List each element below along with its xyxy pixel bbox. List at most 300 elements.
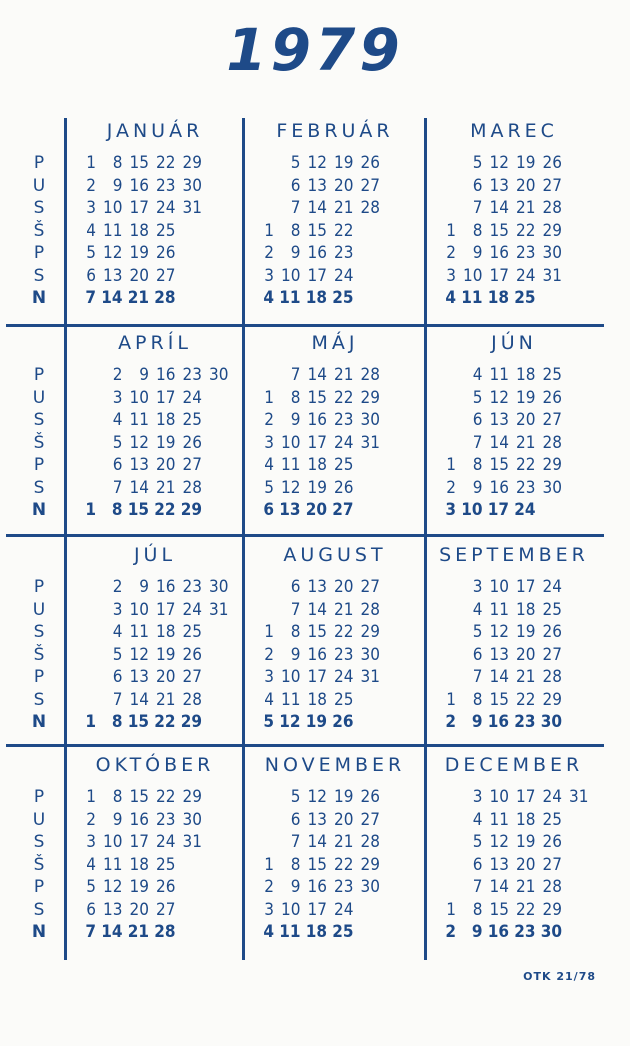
day-number: 19 [307,477,327,498]
day-number: 22 [516,899,536,920]
weekday-label: U [32,387,46,408]
month-block [66,330,244,530]
day-number: 11 [281,455,301,475]
day-number: 28 [542,432,562,453]
day-number: 16 [489,243,509,263]
day-number: 14 [489,877,509,897]
day-number: 5 [290,787,301,807]
weekday-labels [28,786,50,944]
weekday-labels [28,152,50,310]
day-number: 13 [307,577,327,597]
month-name: SEPTEMBER [439,544,589,566]
day-number: 24 [334,899,354,920]
day-number: 21 [334,198,354,218]
day-number: 6 [86,265,96,286]
day-number: 29 [360,622,380,642]
day-number: 1 [264,387,274,408]
day-number: 12 [103,243,123,263]
day-number: 29 [542,689,562,710]
day-number: 3 [264,899,274,920]
day-number: 21 [156,689,176,710]
day-number: 24 [182,387,202,408]
day-number: 14 [129,477,149,498]
day-number: 26 [156,243,176,263]
day-number: 22 [516,220,536,241]
day-number: 3 [112,387,123,408]
day-number: 15 [489,899,509,920]
day-number: 2 [264,243,274,263]
weekday-label: Š [33,432,45,453]
day-number: 17 [516,577,536,597]
day-number: 20 [334,577,354,597]
day-number: 28 [154,288,176,308]
day-number: 27 [156,899,176,920]
day-number: 29 [182,153,202,173]
day-number: 10 [489,787,509,807]
day-number: 31 [569,787,589,807]
day-number: 1 [446,455,456,475]
day-number: 23 [514,712,536,732]
day-number: 11 [103,854,123,875]
day-number: 18 [516,365,536,385]
day-number: 8 [111,712,123,732]
day-number: 2 [86,809,96,830]
day-number: 21 [516,198,536,218]
day-number: 2 [445,712,456,732]
day-number: 7 [290,365,301,385]
day-number: 28 [360,365,380,385]
day-number: 26 [182,644,202,665]
day-number: 16 [487,922,509,942]
day-number: 22 [516,455,536,475]
day-number: 20 [334,175,354,196]
day-number: 2 [264,644,274,665]
day-number: 5 [290,153,301,173]
day-number: 26 [542,387,562,408]
day-number: 17 [156,387,176,408]
day-number: 31 [542,265,562,286]
day-number: 20 [516,644,536,665]
month-block [426,752,602,952]
day-number: 20 [516,854,536,875]
day-number: 9 [290,877,301,897]
day-number: 27 [360,175,380,196]
day-number: 23 [182,577,202,597]
day-number: 12 [129,644,149,665]
day-number: 23 [156,809,176,830]
day-number: 2 [446,477,456,498]
day-number: 24 [182,599,202,620]
day-number: 15 [489,689,509,710]
day-number: 25 [542,599,562,620]
day-number: 18 [305,288,327,308]
day-number: 4 [263,922,274,942]
month-block [66,752,244,952]
day-number: 26 [360,787,380,807]
day-number: 5 [86,877,96,897]
day-number: 29 [360,854,380,875]
row-divider [6,534,604,537]
day-number: 7 [85,288,96,308]
day-number: 12 [103,877,123,897]
day-number: 21 [516,667,536,687]
day-number: 11 [489,365,509,385]
weekday-label: Š [33,220,45,241]
day-number: 5 [472,387,483,408]
day-number: 2 [112,365,123,385]
weekday-label: S [33,477,45,498]
day-number: 15 [489,455,509,475]
day-number: 9 [290,243,301,263]
day-number: 21 [127,922,149,942]
day-number: 21 [334,599,354,620]
day-number: 23 [334,877,354,897]
day-number: 6 [290,809,301,830]
day-number: 8 [290,854,301,875]
day-number: 27 [156,265,176,286]
day-number: 25 [334,689,354,710]
day-number: 8 [472,689,483,710]
day-number: 5 [472,153,483,173]
day-number: 21 [516,877,536,897]
day-number: 1 [264,220,274,241]
day-number: 25 [182,622,202,642]
day-number: 27 [360,577,380,597]
day-number: 10 [103,832,123,852]
day-number: 22 [154,500,176,520]
month-name: DECEMBER [444,754,584,776]
day-number: 23 [334,410,354,430]
day-number: 12 [489,387,509,408]
month-name: NOVEMBER [264,754,406,776]
day-number: 22 [154,712,176,732]
day-number: 17 [489,265,509,286]
day-number: 22 [156,153,176,173]
day-number: 19 [129,243,149,263]
day-number: 7 [472,198,483,218]
day-number: 6 [472,175,483,196]
day-number: 16 [307,877,327,897]
day-number: 27 [542,854,562,875]
day-number: 10 [103,198,123,218]
day-number: 15 [307,854,327,875]
day-number: 1 [446,689,456,710]
day-number: 7 [85,922,96,942]
weekday-label: P [33,243,45,263]
day-number: 19 [334,153,354,173]
day-number: 28 [360,599,380,620]
day-number: 25 [156,220,176,241]
day-number: 29 [360,387,380,408]
weekday-label: P [33,667,45,687]
day-number: 27 [332,500,354,520]
weekday-labels [28,364,50,522]
day-number: 24 [334,265,354,286]
day-number: 28 [154,922,176,942]
day-number: 28 [360,832,380,852]
weekday-label: U [32,175,46,196]
day-number: 24 [334,667,354,687]
day-number: 19 [156,644,176,665]
day-number: 27 [542,644,562,665]
day-number: 27 [182,667,202,687]
day-number: 26 [332,712,354,732]
day-number: 28 [360,198,380,218]
day-number: 1 [264,854,274,875]
day-number: 11 [281,689,301,710]
day-number: 20 [516,175,536,196]
day-number: 4 [264,689,274,710]
day-number: 10 [129,599,149,620]
day-number: 16 [129,175,149,196]
day-number: 16 [156,577,176,597]
day-number: 20 [156,455,176,475]
day-number: 24 [156,832,176,852]
weekday-label: N [31,712,47,732]
day-number: 14 [101,288,123,308]
day-number: 10 [461,500,483,520]
day-number: 10 [129,387,149,408]
day-number: 1 [446,899,456,920]
day-number: 10 [281,432,301,453]
day-number: 5 [263,712,274,732]
day-number: 24 [542,787,562,807]
day-number: 13 [489,644,509,665]
day-number: 11 [489,599,509,620]
day-number: 30 [540,922,562,942]
day-number: 15 [307,622,327,642]
weekday-label: P [33,455,45,475]
day-number: 13 [279,500,301,520]
day-number: 1 [86,153,96,173]
day-number: 10 [281,667,301,687]
day-number: 2 [86,175,96,196]
day-number: 3 [472,577,483,597]
day-number: 17 [307,265,327,286]
day-number: 31 [209,599,229,620]
day-number: 12 [307,153,327,173]
day-number: 12 [489,622,509,642]
day-number: 23 [156,175,176,196]
day-number: 17 [307,899,327,920]
day-number: 9 [472,477,483,498]
day-number: 12 [281,477,301,498]
day-number: 22 [334,220,354,241]
day-number: 16 [129,809,149,830]
day-number: 12 [129,432,149,453]
weekday-label: U [32,599,46,620]
day-number: 12 [489,153,509,173]
day-number: 24 [156,198,176,218]
day-number: 9 [290,410,301,430]
day-number: 3 [264,265,274,286]
day-number: 9 [472,243,483,263]
day-number: 18 [307,455,327,475]
day-number: 22 [334,854,354,875]
day-number: 20 [156,667,176,687]
day-number: 20 [305,500,327,520]
day-number: 4 [472,809,483,830]
day-number: 13 [103,899,123,920]
weekday-label: P [33,153,45,173]
day-number: 14 [101,922,123,942]
day-number: 10 [281,265,301,286]
day-number: 26 [334,477,354,498]
weekday-label: S [33,832,45,852]
day-number: 7 [112,477,123,498]
day-number: 5 [264,477,274,498]
day-number: 9 [471,922,483,942]
day-number: 23 [334,644,354,665]
day-number: 8 [290,387,301,408]
day-number: 29 [180,500,202,520]
day-number: 6 [263,500,274,520]
day-number: 16 [487,712,509,732]
day-number: 1 [86,787,96,807]
weekday-label: S [33,622,45,642]
month-block [244,542,426,742]
day-number: 3 [86,198,96,218]
day-number: 13 [129,455,149,475]
day-number: 29 [542,455,562,475]
day-number: 13 [103,265,123,286]
month-name: JÚN [491,332,537,354]
day-number: 27 [542,175,562,196]
day-number: 14 [489,667,509,687]
day-number: 17 [156,599,176,620]
day-number: 16 [307,243,327,263]
day-number: 25 [332,922,354,942]
day-number: 6 [472,854,483,875]
day-number: 20 [129,899,149,920]
weekday-labels [28,576,50,734]
day-number: 25 [332,288,354,308]
day-number: 25 [514,288,536,308]
weekday-label: P [33,877,45,897]
day-number: 25 [334,455,354,475]
day-number: 8 [472,220,483,241]
day-number: 30 [542,477,562,498]
day-number: 11 [129,622,149,642]
day-number: 1 [85,500,96,520]
day-number: 16 [307,644,327,665]
day-number: 10 [281,899,301,920]
day-number: 22 [516,689,536,710]
day-number: 19 [516,387,536,408]
day-number: 18 [516,809,536,830]
day-number: 25 [156,854,176,875]
day-number: 6 [112,667,123,687]
day-number: 3 [445,500,456,520]
weekday-label: S [33,410,45,430]
day-number: 31 [182,198,202,218]
day-number: 11 [103,220,123,241]
day-number: 13 [307,809,327,830]
day-number: 21 [334,832,354,852]
day-number: 11 [489,809,509,830]
day-number: 9 [290,644,301,665]
day-number: 7 [112,689,123,710]
day-number: 17 [487,500,509,520]
day-number: 2 [446,243,456,263]
weekday-label: N [31,922,47,942]
day-number: 20 [516,410,536,430]
day-number: 3 [264,432,274,453]
day-number: 4 [445,288,456,308]
day-number: 17 [129,832,149,852]
day-number: 7 [290,832,301,852]
day-number: 5 [472,622,483,642]
day-number: 30 [182,175,202,196]
day-number: 19 [516,622,536,642]
day-number: 18 [307,689,327,710]
weekday-label: N [31,500,47,520]
day-number: 18 [516,599,536,620]
day-number: 8 [290,622,301,642]
day-number: 14 [307,198,327,218]
day-number: 21 [127,288,149,308]
day-number: 19 [305,712,327,732]
day-number: 27 [182,455,202,475]
day-number: 17 [129,198,149,218]
day-number: 11 [279,922,301,942]
day-number: 7 [472,667,483,687]
day-number: 22 [334,622,354,642]
day-number: 4 [472,365,483,385]
weekday-label: Š [33,854,45,875]
month-name: MÁJ [311,332,359,354]
day-number: 14 [307,365,327,385]
day-number: 26 [182,432,202,453]
day-number: 29 [542,220,562,241]
month-block [426,330,602,530]
month-block [426,542,602,742]
day-number: 8 [111,500,123,520]
day-number: 29 [542,899,562,920]
day-number: 29 [182,787,202,807]
day-number: 31 [182,832,202,852]
weekday-label: S [33,265,45,286]
weekday-label: S [33,689,45,710]
day-number: 30 [360,877,380,897]
day-number: 1 [264,622,274,642]
day-number: 13 [489,410,509,430]
day-number: 5 [472,832,483,852]
month-name: JANUÁR [106,120,204,142]
day-number: 15 [129,153,149,173]
day-number: 7 [290,599,301,620]
day-number: 30 [540,712,562,732]
day-number: 6 [86,899,96,920]
day-number: 12 [279,712,301,732]
day-number: 19 [516,832,536,852]
day-number: 18 [129,220,149,241]
day-number: 30 [542,243,562,263]
day-number: 19 [129,877,149,897]
month-block [66,118,244,318]
month-block [426,118,602,318]
day-number: 23 [182,365,202,385]
weekday-label: P [33,787,45,807]
day-number: 23 [514,922,536,942]
day-number: 1 [446,220,456,241]
day-number: 7 [472,877,483,897]
day-number: 23 [334,243,354,263]
day-number: 5 [112,432,123,453]
day-number: 21 [156,477,176,498]
day-number: 29 [180,712,202,732]
day-number: 14 [307,599,327,620]
